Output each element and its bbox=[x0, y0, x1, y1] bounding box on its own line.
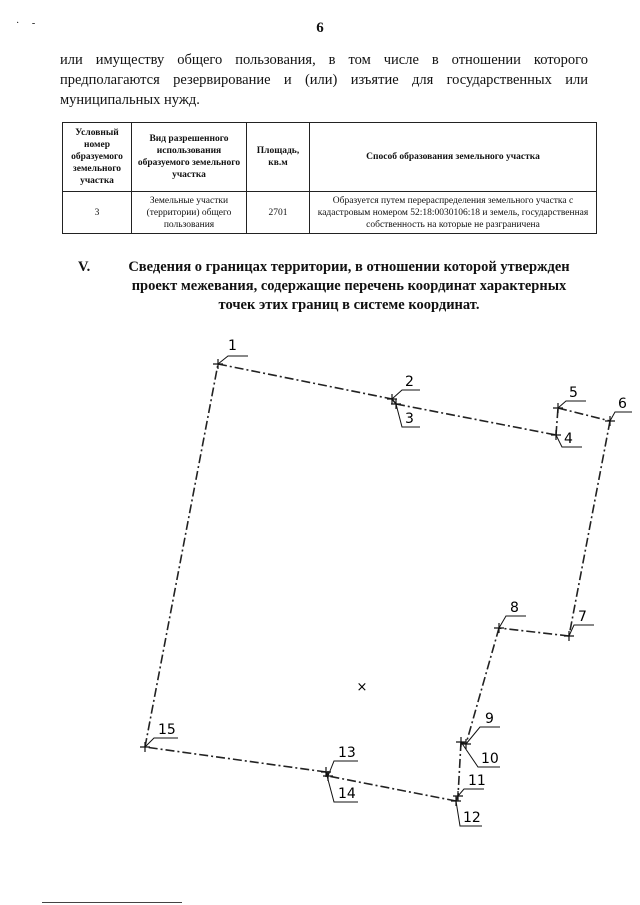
margin-marks: · - bbox=[16, 18, 36, 29]
point-label: 2 bbox=[405, 374, 414, 390]
point-label: 1 bbox=[228, 338, 237, 354]
header-plot-number: Условный номер образуемого земельного участка bbox=[63, 123, 132, 192]
page-number: 6 bbox=[316, 20, 324, 36]
boundary-segment bbox=[558, 408, 610, 421]
point-label: 12 bbox=[463, 810, 481, 826]
point-label: 14 bbox=[338, 786, 356, 802]
point-label: 3 bbox=[405, 411, 414, 427]
boundary-segment bbox=[458, 742, 461, 796]
point-label: 6 bbox=[618, 396, 627, 412]
footnote-rule bbox=[42, 902, 182, 903]
cell-area: 2701 bbox=[247, 192, 310, 234]
point-labels bbox=[145, 338, 632, 826]
label-leader bbox=[458, 789, 484, 796]
boundary-segment bbox=[145, 747, 326, 772]
point-label: 15 bbox=[158, 722, 176, 738]
boundary-segment bbox=[569, 421, 610, 636]
point-label: 4 bbox=[564, 431, 573, 447]
boundary-polygon bbox=[145, 364, 610, 801]
point-label: 10 bbox=[481, 751, 499, 767]
label-leader bbox=[558, 401, 586, 408]
boundary-segment bbox=[218, 364, 392, 399]
cell-formation-method: Образуется путем перераспределения земельного участка с кадастровым номером 52:18:0030106:18 и земель, государственная собственность на которые не разграничена bbox=[310, 192, 597, 234]
point-label: 8 bbox=[510, 600, 519, 616]
section-title: Сведения о границах территории, в отношении которой утвержден проект межевания, содержащие перечень координат характерных точек этих границ в системе координат. bbox=[128, 259, 570, 313]
header-area: Площадь, кв.м bbox=[247, 123, 310, 192]
label-leader bbox=[466, 727, 500, 744]
point-label: 5 bbox=[569, 385, 578, 401]
header-permitted-use: Вид разрешенного использования образуемого земельного участка bbox=[132, 123, 247, 192]
point-label: 9 bbox=[485, 711, 494, 727]
boundary-segment bbox=[145, 364, 218, 747]
intro-paragraph: или имуществу общего пользования, в том числе в отношении которого предполагаются резервирование и (или) изъятие для государственных или муниципальных нужд. bbox=[60, 52, 588, 108]
label-leader bbox=[145, 738, 178, 747]
label-leader bbox=[328, 761, 358, 776]
cell-permitted-use: Земельные участки (территории) общего пользования bbox=[132, 192, 247, 234]
label-leader bbox=[499, 616, 526, 628]
point-markers bbox=[140, 359, 615, 806]
boundary-segment bbox=[396, 404, 556, 435]
center-mark: × bbox=[356, 680, 368, 695]
header-formation-method: Способ образования земельного участка bbox=[310, 123, 597, 192]
point-label: 13 bbox=[338, 745, 356, 761]
label-leader bbox=[569, 625, 594, 636]
boundary-segment bbox=[499, 628, 569, 636]
cell-plot-number: 3 bbox=[63, 192, 132, 234]
label-leader bbox=[218, 356, 248, 364]
section-number: V. bbox=[78, 259, 91, 275]
point-label: 11 bbox=[468, 773, 486, 789]
label-leader bbox=[610, 412, 632, 421]
point-label: 7 bbox=[578, 609, 587, 625]
label-leader bbox=[392, 390, 420, 399]
